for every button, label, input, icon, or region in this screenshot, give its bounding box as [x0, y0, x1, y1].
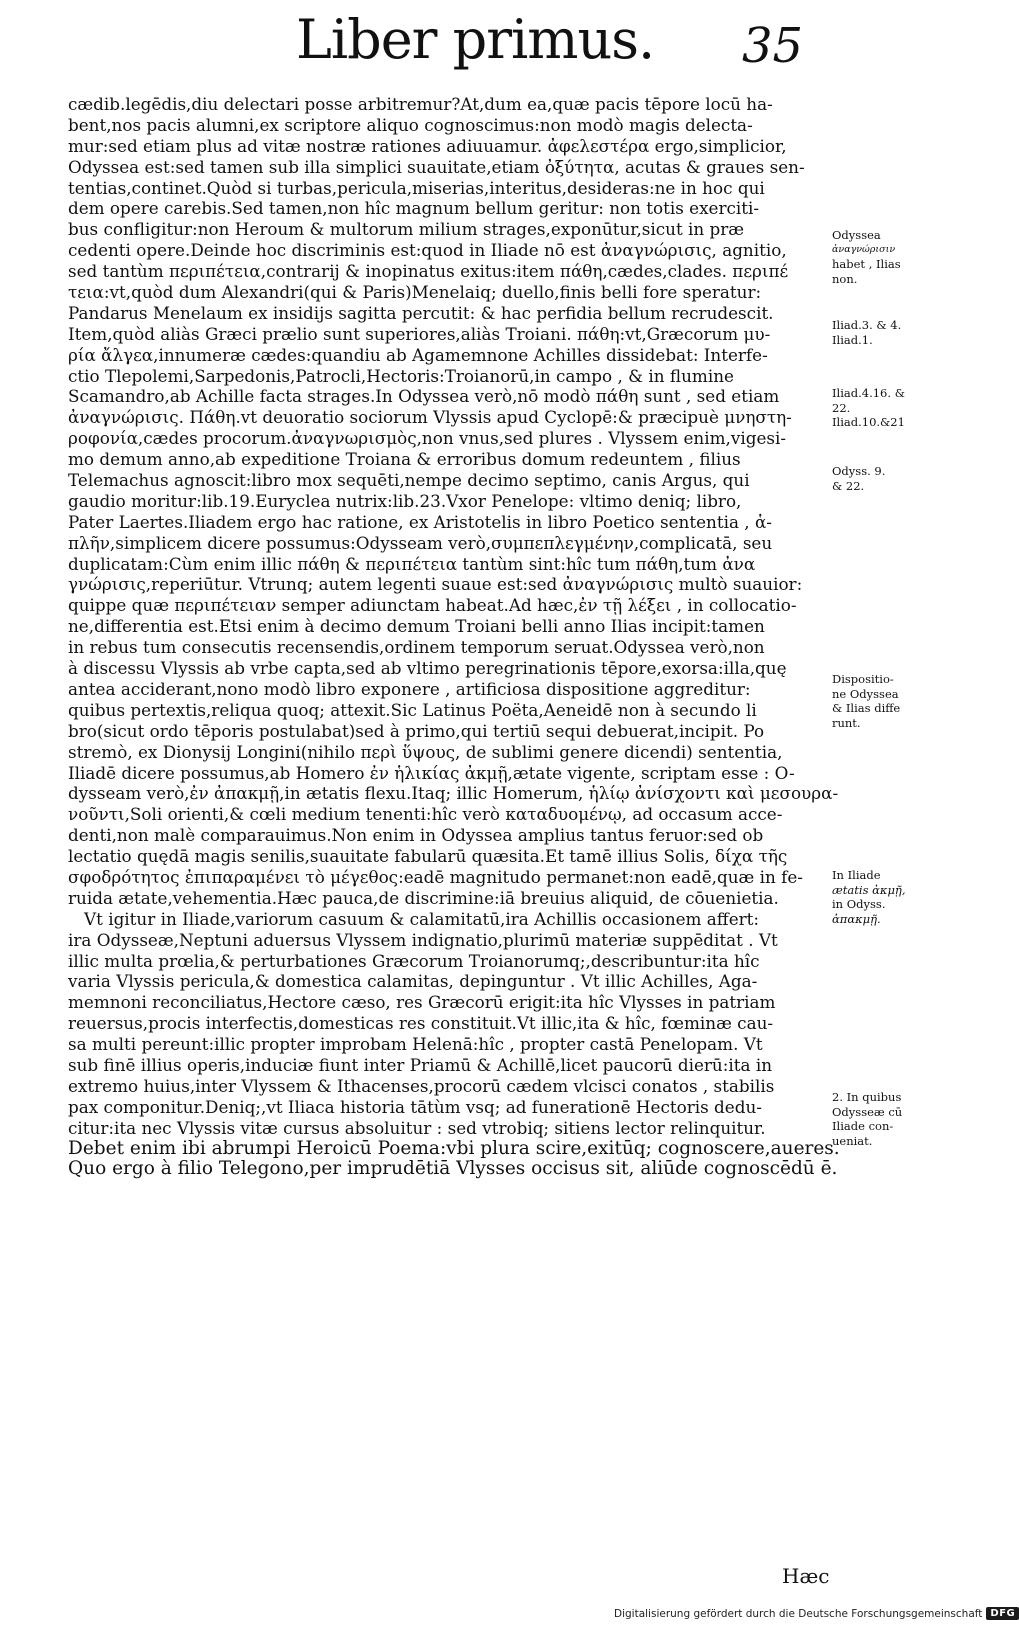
text-line: à discessu Vlyssis ab vrbe capta,sed ab vltimo peregrinationis tēpore,exorsa:illa,quę — [68, 658, 787, 679]
marginal-note-6: In Iliade ætatis ἀκμῇ, in Odyss. ἀπακμῇ. — [832, 868, 906, 926]
text-line: ρία ἄλγεα,innumeræ cædes:quandiu ab Agamemnone Achilles dissidebat: Interfe- — [68, 344, 768, 365]
text-line: cedenti opere.Deinde hoc discriminis est:quod in Iliade nō est ἀναγνώρισις, agnitio, — [68, 240, 787, 261]
text-line: quibus pertextis,reliqua quoq; attexit.Sic Latinus Poëta,Aeneidē non à secundo li — [68, 699, 757, 720]
text-line: sub finē illius operis,induciæ fiunt inter Priamū & Achillē,licet paucorū dierū:ita in — [68, 1054, 773, 1075]
text-line: τεια:vt,quòd dum Alexandri(qui & Paris)Menelaiq; duello,finis belli fore speratur: — [68, 282, 762, 303]
text-line: πλῆν,simplicem dicere possumus:Odysseam verò,συμπεπλεγμένην,complicatā, seu — [68, 532, 773, 553]
text-line: varia Vlyssis pericula,& domestica calamitas, depinguntur . Vt illic Achilles, Aga- — [68, 971, 758, 992]
text-line: memnoni reconciliatus,Hectore cæso, res Græcorū erigit:ita hîc Vlysses in patriam — [68, 992, 776, 1013]
text-line: ruida ætate,vehementia.Hæc pauca,de discrimine:iā breuius aliquid, de cōuenietia. — [68, 887, 779, 908]
digitization-note: Digitalisierung gefördert durch die Deutsche Forschungsgemeinschaft — [614, 1607, 983, 1620]
running-title: Liber primus. — [296, 8, 655, 71]
text-line: mo demum anno,ab expeditione Troiana & erroribus domum redeuntem , filius — [68, 449, 741, 470]
text-line: sa multi pereunt:illic propter improbam Helenā:hîc , propter castā Penelopam. Vt — [68, 1034, 763, 1055]
text-line: Iliadē dicere possumus,ab Homero ἐν ἡλικίας ἀκμῇ,ætate vigente, scriptam esse : O- — [68, 762, 795, 783]
catchword: Hæc — [782, 1564, 830, 1588]
marginal-note-1: Odyssea ἀναγνώρισιν habet , Ilias non. — [832, 228, 901, 286]
text-line: sed tantùm περιπέτεια,contrarij & inopinatus exitus:item πάθη,cædes,clades. περιπέ — [68, 261, 789, 282]
text-line: ctio Tlepolemi,Sarpedonis,Patrocli,Hectoris:Troianorū,in campo , & in flumine — [68, 365, 734, 386]
text-line: Pandarus Menelaum ex insidijs sagitta percutit: & hac perfidia bellum recrudescit. — [68, 302, 774, 323]
text-line: antea acciderant,nono modò libro exponere , artificiosa dispositione aggreditur: — [68, 678, 751, 699]
text-line: Pater Laertes.Iliadem ergo hac ratione, ex Aristotelis in libro Poetico sententia , ἁ- — [68, 511, 772, 532]
text-line: Scamandro,ab Achille facta strages.In Odyssea verò,nō modò πάθη sunt , sed etiam — [68, 386, 780, 407]
text-line: νοῦντι,Soli orienti,& cœli medium tenenti:hîc verò καταδυομένῳ, ad occasum acce- — [68, 804, 783, 825]
marginal-note-7: 2. In quibus Odysseæ cū Iliade con- ueniat. — [832, 1090, 903, 1148]
text-line: ne,differentia est.Etsi enim à decimo demum Troiani belli anno Ilias incipit:tamen — [68, 616, 765, 637]
text-line: Quo ergo à filio Telegono,per imprudētiā Vlysses occisus sit, aliūde cognoscēdū ē. — [68, 1158, 838, 1180]
text-line: reuersus,procis interfectis,domesticas res constituit.Vt illic,ita & hîc, fœminæ cau- — [68, 1013, 774, 1034]
marginal-note-4: Odyss. 9. & 22. — [832, 464, 886, 493]
text-line: σφοδρότητος ἐπιπαραμένει τὸ μέγεθος:eadē magnitudo permanet:non eadē,quæ in fe- — [68, 866, 803, 887]
marginal-note-5: Dispositio- ne Odyssea & Ilias diffe runt. — [832, 672, 901, 730]
page-header — [0, 8, 1000, 88]
text-line: bus confligitur:non Heroum & multorum milium strages,exponūtur,sicut in præ — [68, 219, 745, 240]
text-line: bent,nos pacis alumni,ex scriptore aliquo cognoscimus:non modò magis delecta- — [68, 114, 753, 135]
text-line: dysseam verò,ἐν ἀπακμῇ,in ætatis flexu.Itaq; illic Homerum, ἡλίῳ ἀνίσχοντι καὶ μεσουρα- — [68, 783, 839, 804]
folio-number: 35 — [742, 18, 804, 74]
marginal-note-3: Iliad.4.16. & 22. Iliad.10.&21 — [832, 386, 905, 429]
text-line: bro(sicut ordo tēporis postulabat)sed à primo,qui tertiū sequi debuerat,incipit. Po — [68, 720, 765, 741]
marginal-note-2: Iliad.3. & 4. Iliad.1. — [832, 318, 902, 347]
text-line: lectatio quędā magis senilis,suauitate fabularū quæsita.Et tamē illius Solis, δίχα τῆς — [68, 846, 788, 867]
text-line: illic multa prœlia,& perturbationes Græcorum Troianorumq;,describuntur:ita hîc — [68, 950, 760, 971]
text-line: Vt igitur in Iliade,variorum casuum & calamitatū,ira Achillis occasionem affert: — [84, 908, 760, 929]
text-line: ἀναγνώρισις. Πάθη.vt deuoratio sociorum Vlyssis apud Cyclopē:& præcipuè μνηστη- — [68, 407, 792, 428]
text-line: in rebus tum consecutis recensendis,ordinem temporum seruat.Odyssea verò,non — [68, 637, 765, 658]
dfg-logo-icon: DFG — [986, 1607, 1019, 1620]
text-line: gaudio moritur:lib.19.Euryclea nutrix:lib.23.Vxor Penelope: vltimo deniq; libro, — [68, 490, 742, 511]
text-line: cædib.legēdis,diu delectari posse arbitremur?At,dum ea,quæ pacis tēpore locū ha- — [68, 94, 773, 114]
text-line: Telemachus agnoscit:libro mox sequēti,nempe decimo septimo, canis Argus, qui — [68, 470, 750, 491]
text-line: ροφονία,cædes procorum.ἀναγνωρισμὸς,non vnus,sed plures . Vlyssem enim,vigesi- — [68, 428, 787, 449]
text-line: duplicatam:Cùm enim illic πάθη & περιπέτεια tantùm sint:hîc tum πάθη,tum ἀνα — [68, 553, 756, 574]
text-line: mur:sed etiam plus ad vitæ nostræ rationes adiuuamur. ἀφελεστέρα ergo,simplicior, — [68, 135, 787, 156]
text-line: ira Odysseæ,Neptuni aduersus Vlyssem indignatio,plurimū materiæ suppēditat . Vt — [68, 929, 778, 950]
main-text-block — [68, 94, 840, 1180]
text-line: γνώρισις,reperiūtur. Vtrunq; autem legenti suaue est:sed ἀναγνώρισις multò suauior: — [68, 574, 803, 595]
text-line: extremo huius,inter Vlyssem & Ithacenses,procorū cædem vlcisci conatos , stabilis — [68, 1075, 775, 1096]
text-line: pax componitur.Deniq;,vt Iliaca historia tātùm vsq; ad funerationē Hectoris dedu- — [68, 1096, 762, 1117]
text-line: Debet enim ibi abrumpi Heroicū Poema:vbi plura scire,exitūq; cognoscere,aueres. — [68, 1137, 840, 1159]
text-line: denti,non malè comparauimus.Non enim in Odyssea amplius tantus feruor:sed ob — [68, 825, 764, 846]
text-line: citur:ita nec Vlyssis vitæ cursus absoluitur : sed vtrobiq; sitiens lector relinquitur. — [68, 1117, 766, 1138]
text-line: tentias,continet.Quòd si turbas,pericula,miserias,interitus,desideras:ne in hoc qui — [68, 177, 765, 198]
text-line: quippe quæ περιπέτειαν semper adiunctam habeat.Ad hæc,ἐν τῇ λέξει , in collocatio- — [68, 595, 797, 616]
text-line: Odyssea est:sed tamen sub illa simplici suauitate,etiam ὀξύτητα, acutas & graues sen- — [68, 156, 805, 177]
text-line: dem opere carebis.Sed tamen,non hîc magnum bellum geritur: non totis exerciti- — [68, 198, 760, 219]
digitization-footer — [614, 1607, 1019, 1620]
text-line: stremò, ex Dionysij Longini(nihilo περὶ ὕψους, de sublimi genere dicendi) sententia, — [68, 741, 783, 762]
text-line: Item,quòd aliàs Græci prælio sunt superiores,aliàs Troiani. πάθη:vt,Græcorum μυ- — [68, 323, 771, 344]
